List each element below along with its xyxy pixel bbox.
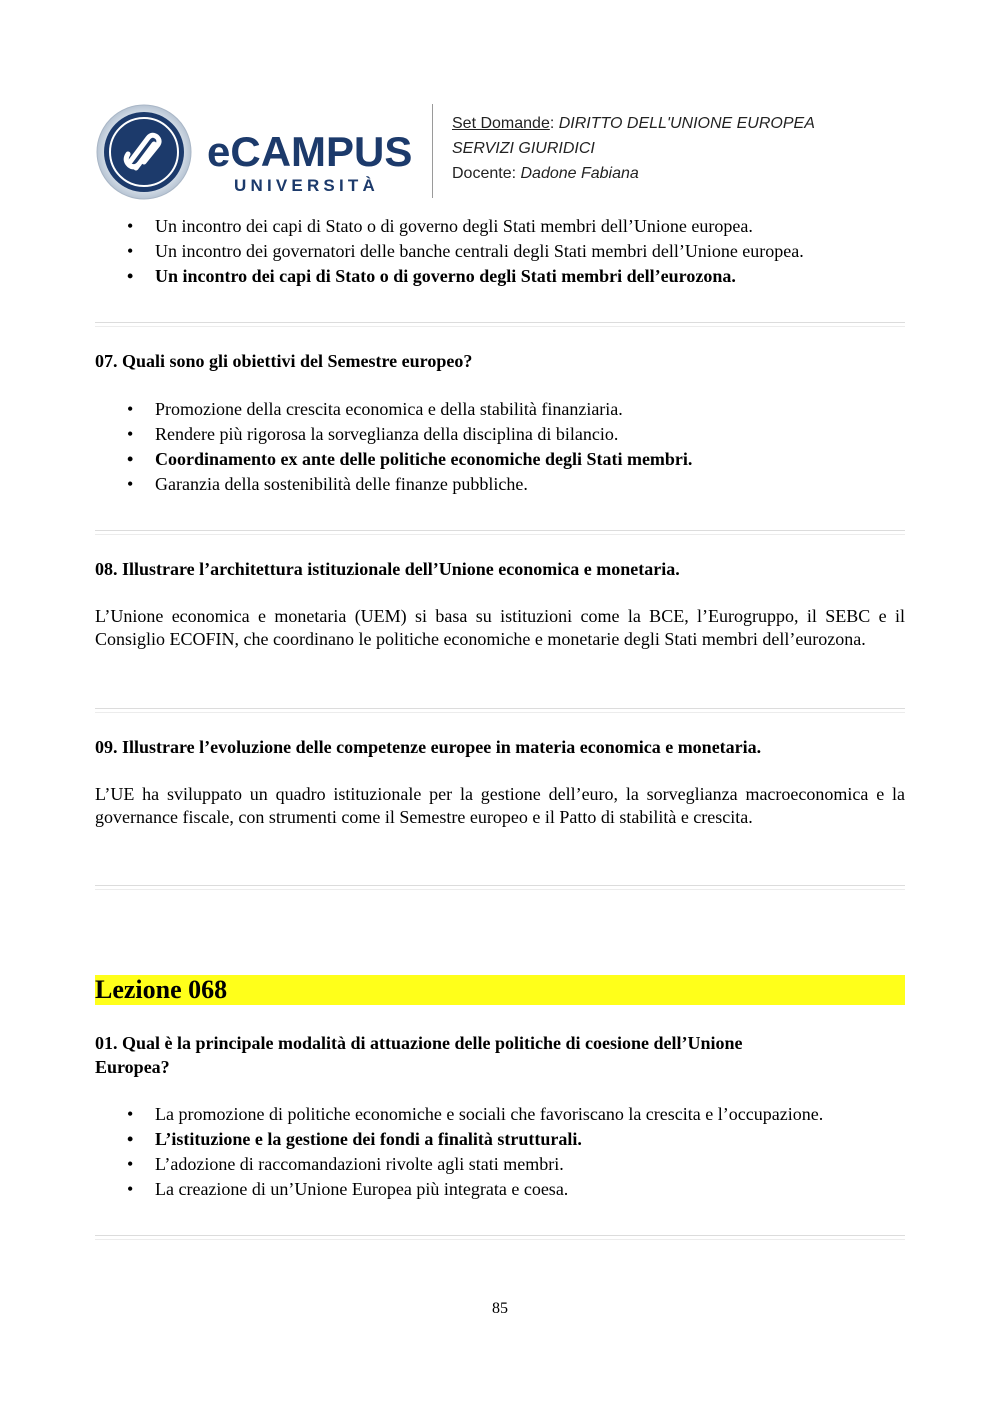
brand-subtitle: UNIVERSITÀ [234,176,379,195]
list-item: • L’adozione di raccomandazioni rivolte agli stati membri. [127,1154,564,1174]
list-item: • Un incontro dei capi di Stato o di governo degli Stati membri dell’Unione europea. [127,216,753,236]
docente-line: Docente: Dadone Fabiana [452,165,639,182]
answer-08: L’Unione economica e monetaria (UEM) si basa su istituzioni come la BCE, l’Eurogruppo, il SEBC e il Consiglio ECOFIN, che coordinano le politiche economiche e monetarie degli Stati membri dell’eurozona. [95,606,905,649]
separator [95,885,905,890]
correct-answer: • L’istituzione e la gestione dei fondi a finalità strutturali. [127,1129,582,1149]
list-item: • Rendere più rigorosa la sorveglianza della disciplina di bilancio. [127,424,619,444]
lesson-heading [95,975,905,1005]
separator [95,1235,905,1240]
list-item: • Un incontro dei governatori delle banche centrali degli Stati membri dell’Unione europea. [127,241,804,261]
page-number: 85 [492,1300,508,1317]
lesson-question-01-line1: 01. Qual è la principale modalità di attuazione delle politiche di coesione dell’Unione [95,1033,743,1053]
list-item: • Garanzia della sostenibilità delle finanze pubbliche. [127,474,528,494]
header-divider [432,104,433,198]
separator [95,322,905,327]
correct-answer: • Un incontro dei capi di Stato o di governo degli Stati membri dell’eurozona. [127,266,736,286]
question-07-answers [127,397,692,497]
set-value: DIRITTO DELL'UNIONE EUROPEA [558,115,815,132]
teacher-label: Docente [452,165,512,182]
set-domande-line: Set Domande: DIRITTO DELL'UNIONE EUROPEA [452,115,815,132]
separator [95,708,905,713]
question-07: 07. Quali sono gli obiettivi del Semestre europeo? [95,351,473,371]
lesson-question-01-answers [127,1102,823,1202]
brand-name: eCAMPUS [207,128,413,175]
set-value-2: SERVIZI GIURIDICI [452,140,595,157]
correct-answer: • Coordinamento ex ante delle politiche economiche degli Stati membri. [127,449,693,469]
answer-09: L’UE ha sviluppato un quadro istituzionale per la gestione dell’euro, la sorveglianza macroeconomica e la governance fiscale, con strumenti come il Semestre europeo e il Patto di stabilità e crescita. [95,784,905,827]
lesson-title: Lezione 068 [95,975,228,1004]
list-item: • La creazione di un’Unione Europea più integrata e coesa. [127,1179,569,1199]
teacher-value: Dadone Fabiana [520,165,639,182]
lesson-question-01-line2: Europea? [95,1057,170,1077]
ecampus-wordmark [207,130,422,200]
set-domande-line-2 [452,139,595,159]
ecampus-seal-logo [96,104,192,200]
previous-question-answers [127,214,804,289]
list-item: • La promozione di politiche economiche e sociali che favoriscano la crescita e l’occupazione. [127,1104,824,1124]
question-08: 08. Illustrare l’architettura istituzionale dell’Unione economica e monetaria. [95,559,680,579]
question-09: 09. Illustrare l’evoluzione delle competenze europee in materia economica e monetaria. [95,737,762,757]
list-item: • Promozione della crescita economica e della stabilità finanziaria. [127,399,623,419]
separator [95,530,905,535]
set-label: Set Domande [452,115,550,132]
